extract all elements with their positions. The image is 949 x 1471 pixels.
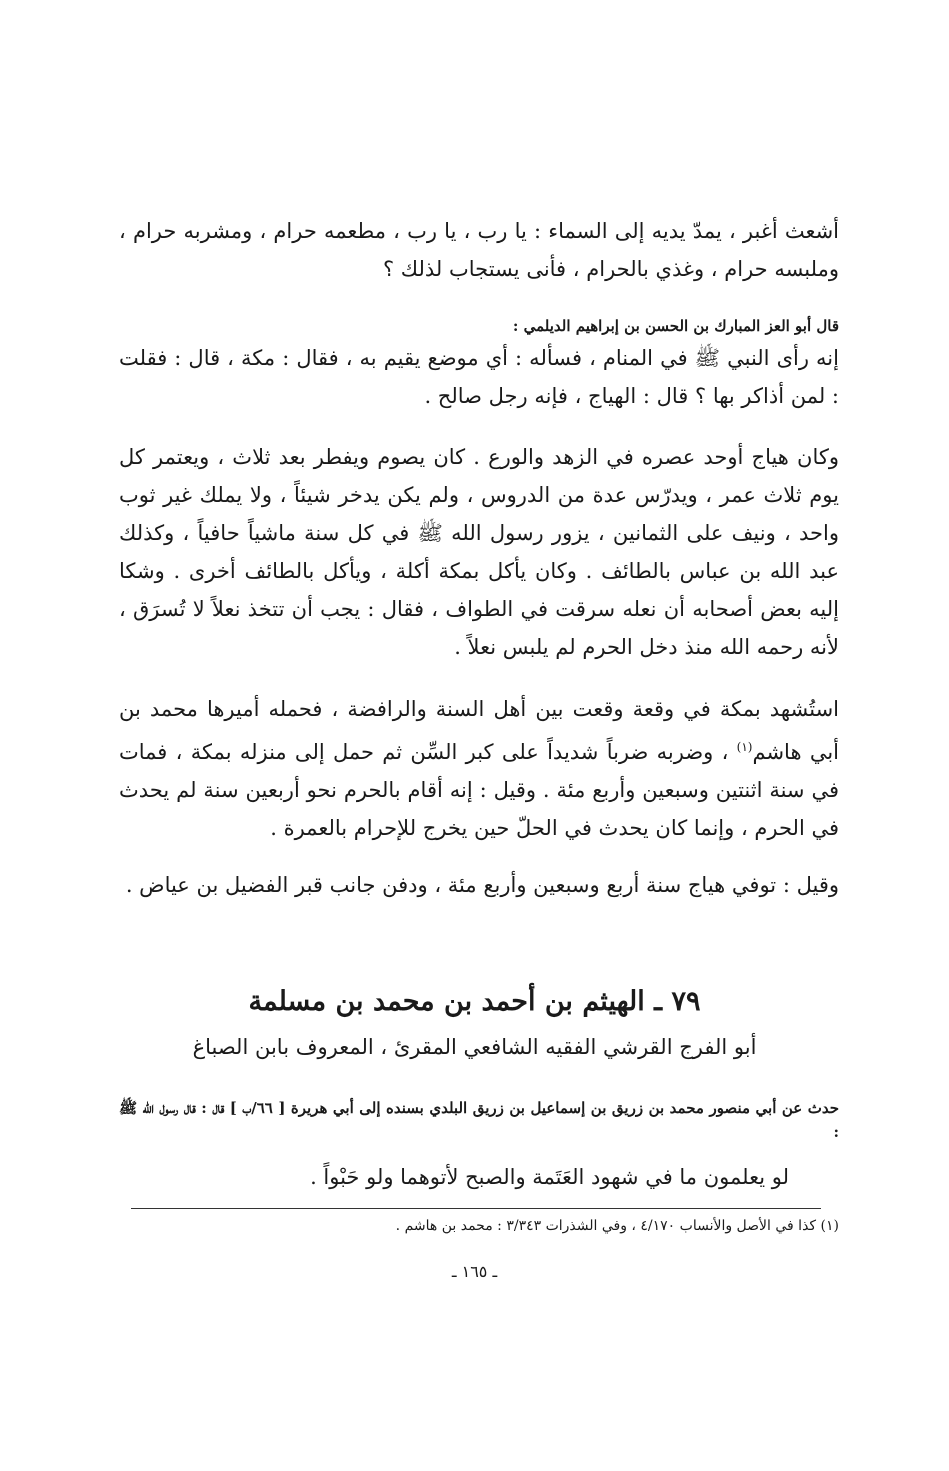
entry-subtitle: أبو الفرج القرشي الفقيه الشافعي المقرئ ، المعروف بابن الصباغ	[192, 1035, 757, 1059]
paragraph-biography	[119, 438, 839, 666]
paragraph-text: أشعث أغبر ، يمدّ يديه إلى السماء : يا رب ، يا رب ، مطعمه حرام ، ومشربه حرام ، وملبسه حرام ، وغذي بالحرام ، فأنى يستجاب لذلك ؟	[119, 219, 839, 281]
narrator-text: حدث عن أبي منصور محمد بن زريق بن إسماعيل بن زريق البلدي بسنده إلى أبي هريرة [ ٦٦/ب ] قال : قال رسول الله ﷺ :	[119, 1099, 840, 1141]
hadith-text	[119, 1158, 789, 1196]
footnote-divider	[131, 1208, 821, 1209]
entry-title: ٧٩ ـ الهيثم بن أحمد بن محمد بن مسلمة	[248, 986, 701, 1017]
paragraph-text: وقيل : توفي هياج سنة أربع وسبعين وأربع مئة ، ودفن جانب قبر الفضيل بن عياض .	[125, 873, 839, 897]
page-number: ـ ١٦٥ ـ	[451, 1262, 498, 1281]
paragraph-hadith-end	[119, 212, 839, 288]
paragraph-martyrdom	[119, 690, 839, 847]
paragraph-text: إنه رأى النبي ﷺ في المنام ، فسأله : أي موضع يقيم به ، فقال : مكة ، قال : فقلت : لمن أذاكر بها ؟ قال : الهياج ، فإنه رجل صالح .	[119, 346, 839, 408]
footnote-reference: (١)	[736, 740, 753, 754]
paragraph-text	[119, 690, 839, 847]
narrator-text: قال أبو العز المبارك بن الحسن بن إبراهيم الديلمي :	[512, 317, 839, 335]
narrator-line	[119, 1096, 839, 1144]
narrator-line	[119, 314, 839, 338]
paragraph-text: لو يعلمون ما في شهود العَتَمة والصبح لأتوهما ولو حَبْواً .	[310, 1165, 789, 1189]
footnote-text: (١) كذا في الأصل والأنساب ٤/١٧٠ ، وفي الشذرات ٣/٣٤٣ : محمد بن هاشم .	[395, 1218, 839, 1234]
paragraph-dream	[119, 339, 839, 415]
footnote-block	[119, 1216, 839, 1236]
paragraph-text: وكان هياج أوحد عصره في الزهد والورع . كان يصوم ويفطر بعد ثلاث ، ويعتمر كل يوم ثلاث عمر ، ويدرّس عدة من الدروس ، ولم يكن يدخر شيئاً ، ولا يملك غير ثوب واحد ، ونيف على الثمانين ، يزور رسول الله ﷺ في كل سنة ماشياً حافياً ، وكذلك عبد الله بن عباس بالطائف . وكان يأكل بمكة أكلة ، ويأكل بالطائف أخرى . وشكا إليه بعض أصحابه أن نعله سرقت في الطواف ، فقال : يجب أن تتخذ نعلاً لا تُسرَق ، لأنه رحمه الله منذ دخل الحرم لم يلبس نعلاً .	[119, 445, 840, 659]
paragraph-text-part: ، وضربه ضرباً شديداً على كبر السِّن ثم حمل إلى منزله بمكة ، فمات في سنة اثنتين وسبعين وأربع مئة . وقيل : إنه أقام بالحرم نحو أربعين سنة لم يحدث في الحرم ، وإنما كان يحدث في الحلّ حين يخرج للإحرام بالعمرة .	[119, 740, 839, 840]
paragraph-text-part: استُشهد بمكة في وقعة وقعت بين أهل السنة والرافضة ، فحمله أميرها محمد بن أبي هاشم	[119, 697, 839, 764]
paragraph-death	[119, 866, 839, 904]
